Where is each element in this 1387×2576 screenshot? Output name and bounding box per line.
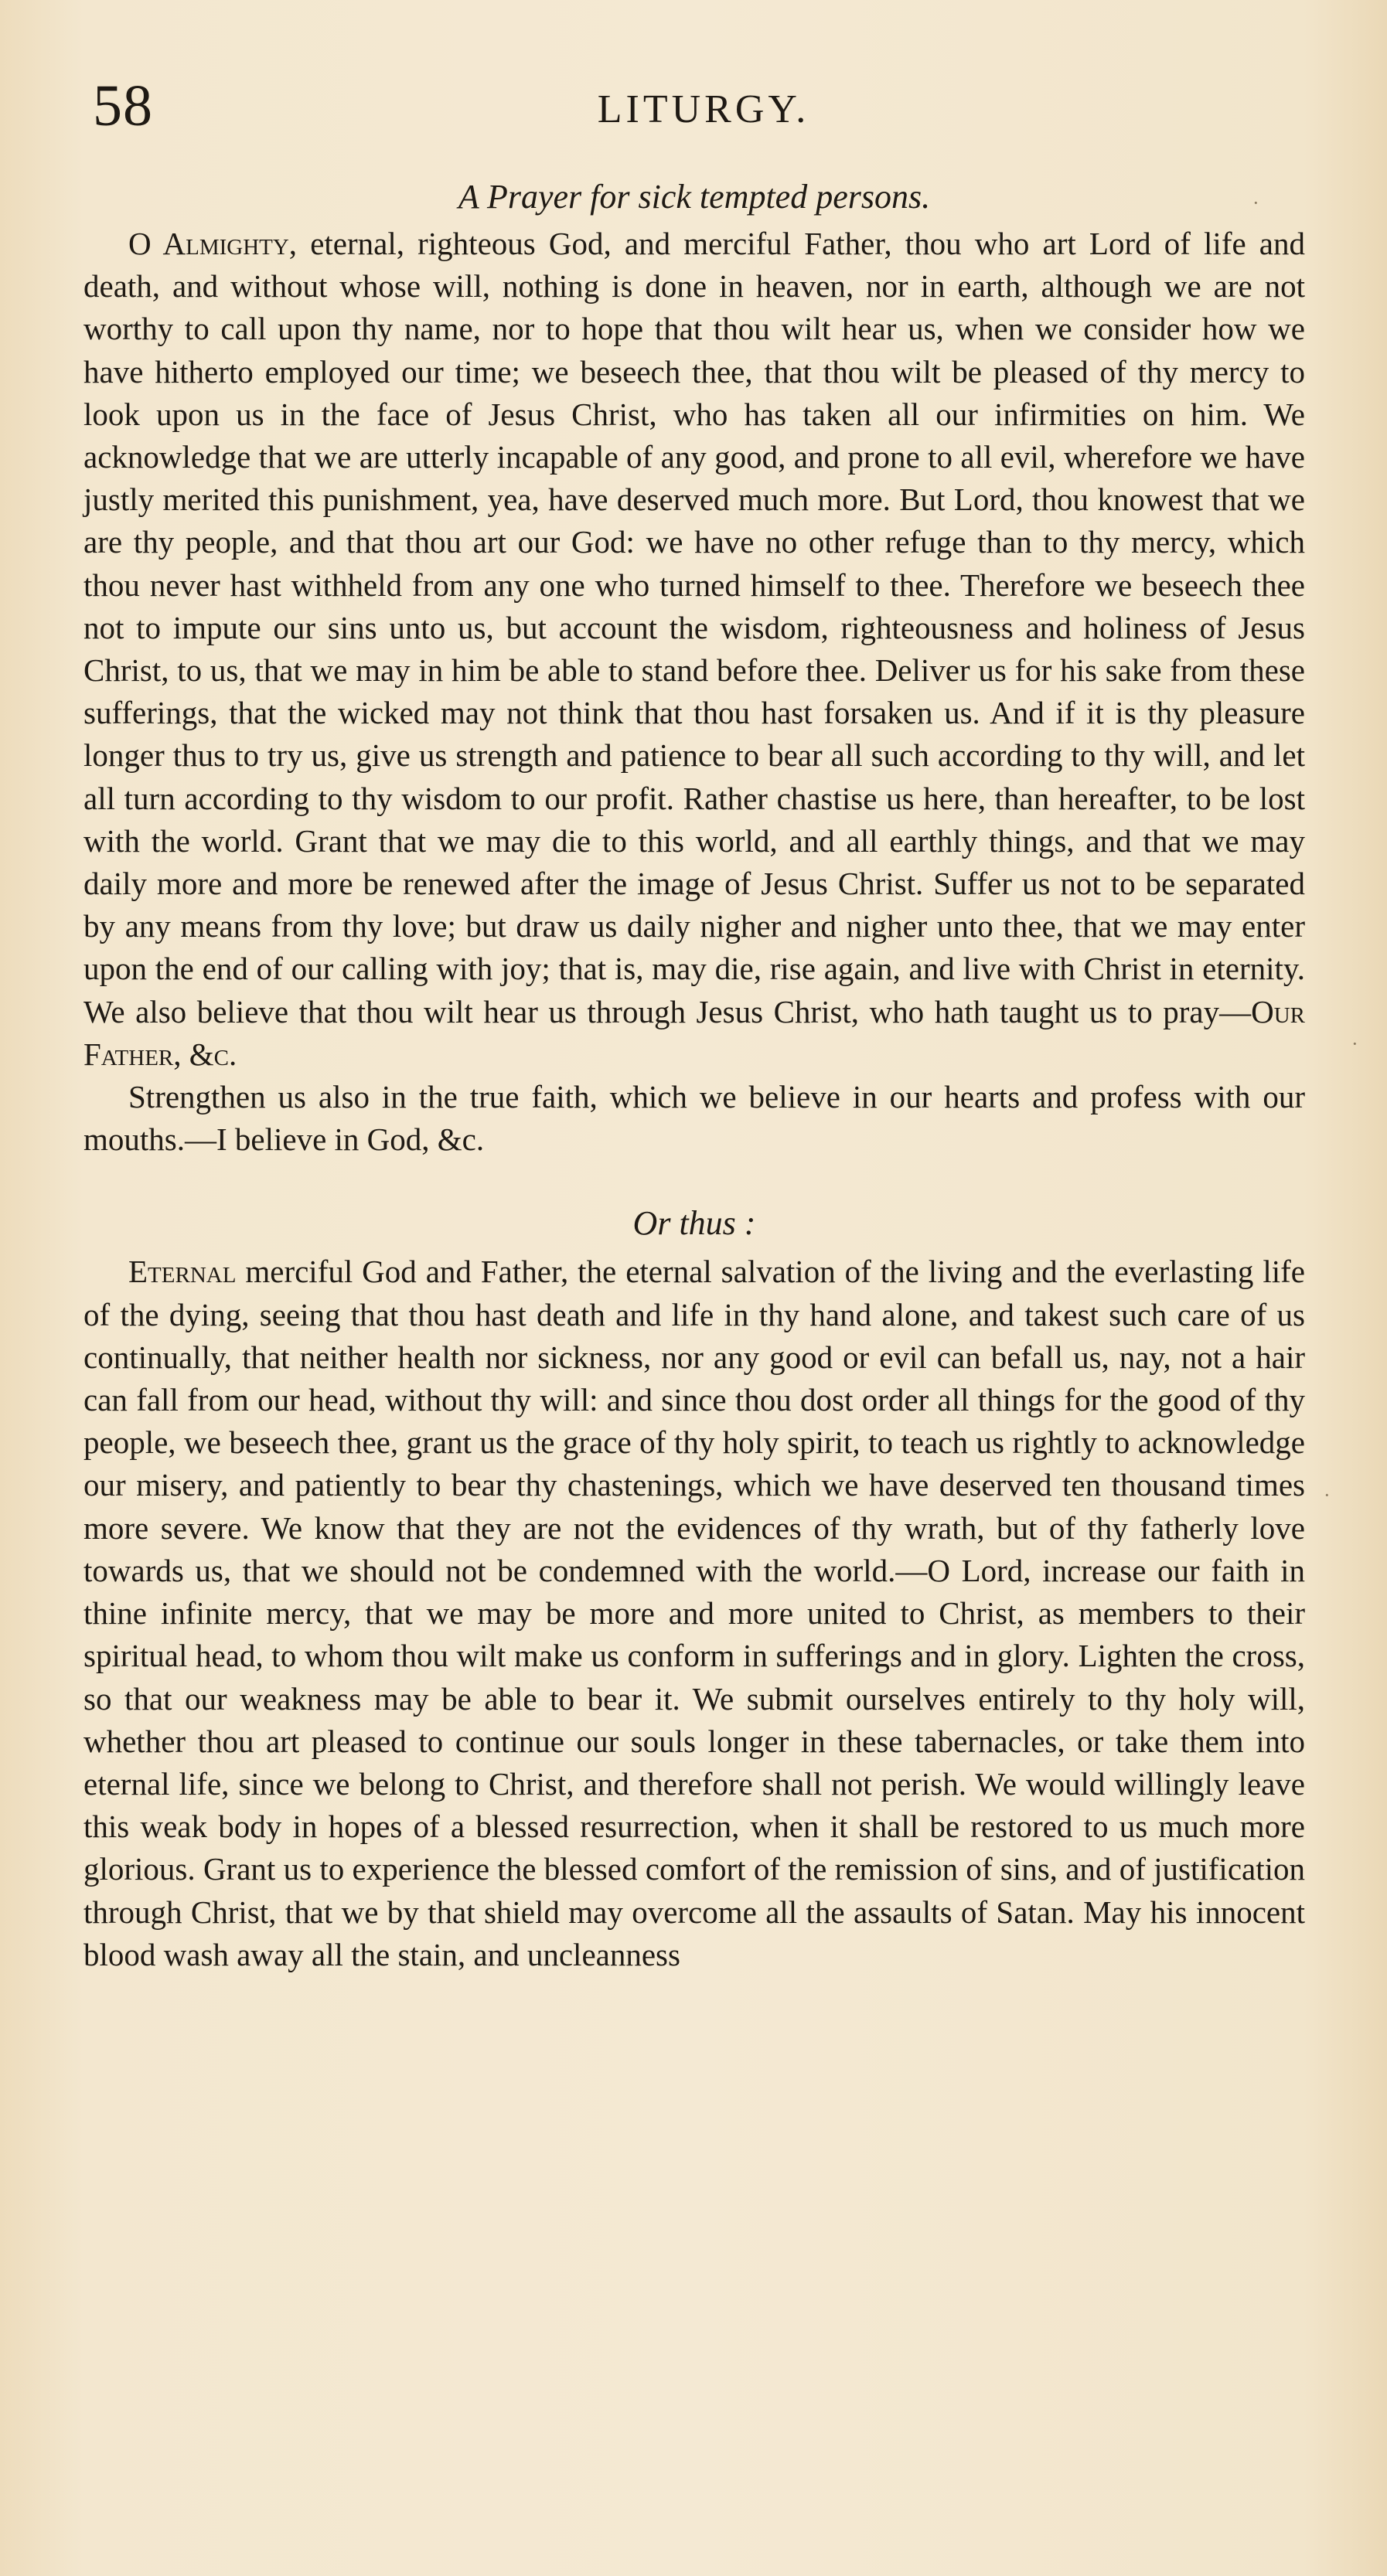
print-speck: · — [1324, 1484, 1331, 1506]
section-spacer — [83, 1161, 1305, 1201]
page-header — [93, 71, 1299, 141]
running-title: LITURGY. — [597, 87, 810, 131]
lords-prayer-reference: Our Father, &c. — [83, 993, 1305, 1072]
print-speck: · — [1351, 1033, 1358, 1055]
page-number: 58 — [93, 73, 153, 138]
prayer-paragraph-1 — [83, 223, 1305, 1076]
prayer-paragraph-2: Strengthen us also in the true faith, which we believe in our hearts and profess with our mouths.—I believe in God, &c. — [83, 1079, 1305, 1158]
print-speck: · — [1252, 192, 1259, 214]
page-body — [83, 175, 1305, 1976]
prayer-paragraph-3-text: merciful God and Father, the eternal salvation of the living and the everlasting life of the dying, seeing that thou hast death and life in thy hand alone, and takest such care of us continually, that neither health nor sickness, nor any good or evil can befall us, nay, not a hair can fall from our head, without thy will: and since thou dost order all things for the good of thy people, we beseech thee, grant us the grace of thy holy spirit, to teach us rightly to acknowledge our misery, and patiently to bear thy chastenings, which we have deserved ten thousand times more severe. We know that they are not the evidences of thy wrath, but of thy fatherly love towards us, that we should not be condemned with the world.—O Lord, increase our faith in thine infinite mercy, that we may be more and more united to Christ, as members to their spiritual head, to whom thou wilt make us conform in sufferings and in glory. Lighten the cross, so that our weakness may be able to bear it. We submit ourselves entirely to thy holy will, whether thou art pleased to continue our souls longer in these tabernacles, or take them into eternal life, since we belong to Christ, and therefore shall not perish. We would willingly leave this weak body in hopes of a blessed resurrection, when it shall be restored to us much more glorious. Grant us to experience the blessed comfort of the remission of sins, and of justification through Christ, that we by that shield may overcome all the assaults of Satan. May his innocent blood wash away all the stain, and uncleanness — [83, 1254, 1305, 1972]
prayer-paragraph-1-text: eternal, righteous God, and merciful Father, thou who art Lord of life and death, and without whose will, nothing is done in heaven, nor in earth, although we are not worthy to call upon thy name, nor to hope that thou wilt hear us, when we consider how we have hitherto employed our time; we beseech thee, that thou wilt be pleased of thy mercy to look upon us in the face of Jesus Christ, who has taken all our infirmities on him. We acknowledge that we are utterly incapable of any good, and prone to all evil, wherefore we have justly merited this punishment, yea, have deserved much more. But Lord, thou knowest that we are thy people, and that thou art our God: we have no other refuge than to thy mercy, which thou never hast withheld from any one who turned himself to thee. Therefore we beseech thee not to impute our sins unto us, but account the wisdom, righteousness and holiness of Jesus Christ, to us, that we may in him be able to stand before thee. Deliver us for his sake from these sufferings, that the wicked may not think that thou hast forsaken us. And if it is thy pleasure longer thus to try us, give us strength and patience to bear all such according to thy will, and let all turn according to thy wisdom to our profit. Rather chastise us here, than hereafter, to be lost with the world. Grant that we may die to this world, and all earthly things, and that we may daily more and more be renewed after the image of Jesus Christ. Suffer us not to be separated by any means from thy love; but draw us daily nigher and nigher unto thee, that we may enter upon the end of our calling with joy; that is, may die, rise again, and live with Christ in eternity. We also believe that thou wilt hear us through Jesus Christ, who hath taught us to pray— — [83, 226, 1306, 1029]
prayer-opening-words: O Almighty, — [128, 226, 298, 261]
prayer-opening-words-2: Eternal — [128, 1254, 237, 1290]
section-heading-or-thus: Or thus : — [632, 1204, 756, 1243]
prayer-paragraph-3 — [83, 1251, 1305, 1975]
section-heading-sick-tempted: A Prayer for sick tempted persons. — [458, 178, 931, 216]
